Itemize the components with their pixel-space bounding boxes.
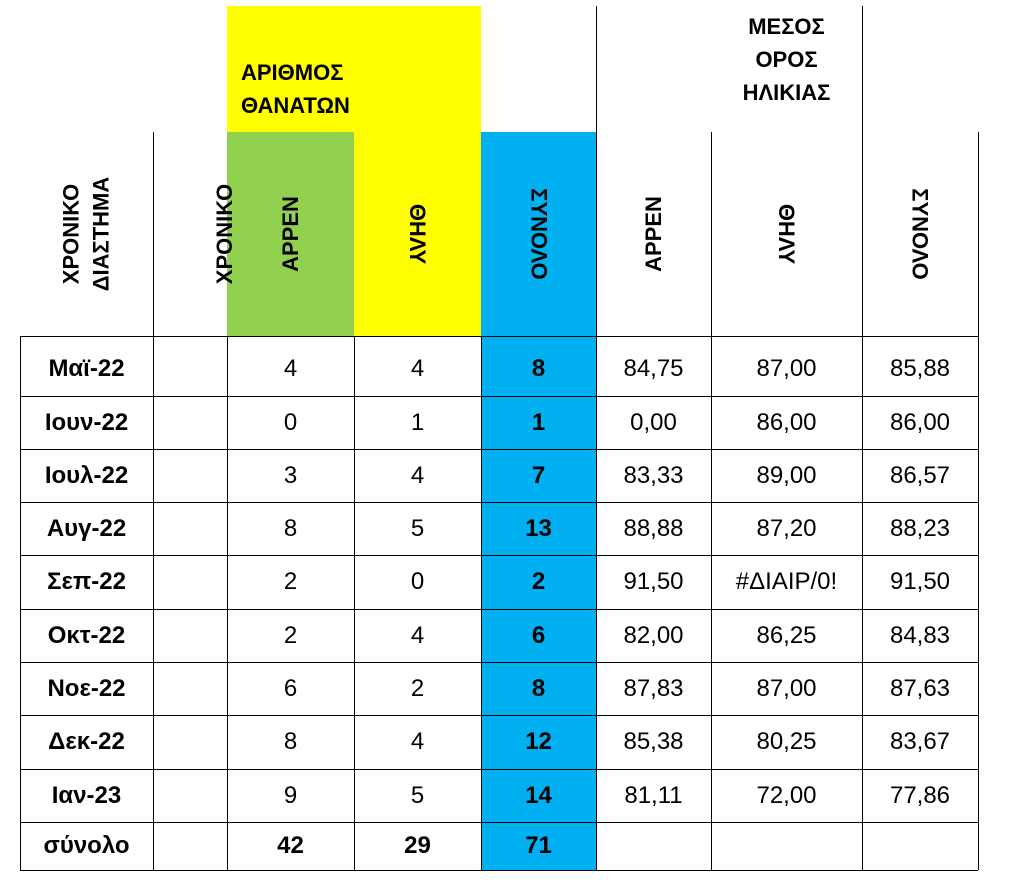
- female-deaths-label: ΘΗΛΥ: [405, 203, 431, 265]
- male-deaths-label: ΑΡΡΕΝ: [277, 196, 303, 272]
- total-age-label: ΣΥΝΟΛΟ: [907, 188, 933, 280]
- female-age-cell: 86,25: [756, 622, 817, 649]
- deaths-group-header: [241, 56, 350, 122]
- total-deaths-cell: 13: [525, 515, 552, 542]
- grid-line: [20, 870, 978, 871]
- male-deaths-cell: 9: [283, 782, 298, 809]
- female-deaths-cell: 5: [410, 515, 425, 542]
- period-header: [20, 132, 153, 336]
- total-deaths-cell: 8: [531, 355, 546, 382]
- total-deaths-cell: 12: [525, 728, 552, 755]
- period-cut-label: ΧΡΟΝΙΚΟ: [212, 183, 238, 285]
- deaths-group-line: ΘΑΝΑΤΩΝ: [241, 93, 350, 118]
- period-cell: Δεκ-22: [48, 728, 125, 755]
- total-age-cell: 86,00: [889, 409, 951, 436]
- male-age-cell: 0,00: [630, 409, 677, 436]
- total-age-cell: 84,83: [889, 622, 951, 649]
- period-header-line: ΧΡΟΝΙΚΟ: [58, 183, 84, 285]
- male-age-cell: 81,11: [624, 782, 683, 809]
- period-cell: Σεπ-22: [47, 568, 126, 595]
- total-deaths-cell: 7: [531, 462, 546, 489]
- female-deaths-cell: 4: [410, 355, 425, 382]
- total-age-cell: 86,57: [889, 462, 951, 489]
- male-age-cell: 85,38: [623, 728, 684, 755]
- period-cell: Ιουλ-22: [44, 462, 129, 489]
- female-age-cell: 87,00: [756, 355, 817, 382]
- total-deaths-header: [481, 132, 596, 336]
- total-deaths-cell: 2: [531, 568, 546, 595]
- female-age-cell: 87,20: [756, 515, 817, 542]
- male-deaths-cell: 2: [283, 568, 298, 595]
- total-age-cell: 87,63: [889, 675, 951, 702]
- male-deaths-cell: 0: [283, 409, 298, 436]
- female-age-cell: #ΔΙΑΙΡ/0!: [735, 568, 838, 595]
- male-age-cell: 82,00: [623, 622, 684, 649]
- male-deaths-cell: 3: [283, 462, 298, 489]
- mean-age-group-line: ΗΛΙΚΙΑΣ: [742, 80, 831, 105]
- female-deaths-cell: 4: [410, 462, 425, 489]
- female-deaths-total: 29: [404, 832, 431, 859]
- grid-line: [978, 132, 979, 870]
- male-age-header: [596, 132, 711, 336]
- female-age-header: [711, 132, 862, 336]
- female-deaths-cell: 2: [410, 675, 425, 702]
- female-deaths-cell: 4: [410, 622, 425, 649]
- female-deaths-cell: 0: [410, 568, 425, 595]
- male-age-cell: 83,33: [623, 462, 684, 489]
- female-age-cell: 72,00: [756, 782, 817, 809]
- total-age-cell: 88,23: [889, 515, 951, 542]
- period-cell: Οκτ-22: [47, 622, 126, 649]
- female-deaths-header: [354, 132, 481, 336]
- female-age-cell: 86,00: [756, 409, 817, 436]
- male-age-cell: 91,50: [623, 568, 684, 595]
- male-deaths-cell: 4: [283, 355, 298, 382]
- deaths-group-line: ΑΡΙΘΜΟΣ: [241, 60, 344, 85]
- male-deaths-cell: 6: [283, 675, 298, 702]
- male-deaths-cell: 2: [283, 622, 298, 649]
- female-deaths-cell: 5: [410, 782, 425, 809]
- female-age-cell: 87,00: [756, 675, 817, 702]
- male-deaths-cell: 8: [283, 728, 298, 755]
- mean-age-group-header: [711, 10, 862, 109]
- grid-line: [20, 336, 978, 337]
- total-deaths-cell: 8: [531, 675, 546, 702]
- total-age-cell: 77,86: [889, 782, 951, 809]
- mean-age-group-line: ΟΡΟΣ: [755, 47, 818, 72]
- period-cell: Νοε-22: [47, 675, 126, 702]
- total-age-cell: 85,88: [889, 355, 951, 382]
- all-deaths-total: 71: [525, 832, 552, 859]
- female-age-cell: 80,25: [756, 728, 817, 755]
- male-age-label: ΑΡΡΕΝ: [640, 196, 666, 272]
- period-cell: Αυγ-22: [46, 515, 127, 542]
- male-age-cell: 84,75: [623, 355, 684, 382]
- male-deaths-total: 42: [277, 832, 304, 859]
- total-deaths-label: ΣΥΝΟΛΟ: [526, 188, 552, 280]
- total-age-header: [862, 132, 978, 336]
- total-age-cell: 91,50: [889, 568, 951, 595]
- male-deaths-header: [227, 132, 354, 336]
- period-cell: Ιουν-22: [44, 409, 129, 436]
- male-age-cell: 87,83: [623, 675, 684, 702]
- total-deaths-cell: 14: [525, 782, 552, 809]
- period-cell: Ιαν-23: [51, 782, 122, 809]
- female-deaths-cell: 1: [410, 409, 425, 436]
- mean-age-group-line: ΜΕΣΟΣ: [748, 14, 825, 39]
- female-deaths-cell: 4: [410, 728, 425, 755]
- female-age-label: ΘΗΛΥ: [774, 203, 800, 265]
- total-deaths-cell: 1: [531, 409, 546, 436]
- period-header-line: ΔΙΑΣΤΗΜΑ: [88, 176, 114, 292]
- total-age-cell: 83,67: [889, 728, 951, 755]
- male-age-cell: 88,88: [623, 515, 684, 542]
- male-deaths-cell: 8: [283, 515, 298, 542]
- total-deaths-cell: 6: [531, 622, 546, 649]
- female-age-cell: 89,00: [756, 462, 817, 489]
- period-cut-header: [153, 132, 238, 336]
- totals-label: σύνολο: [43, 832, 130, 859]
- period-cell: Μαϊ-22: [48, 355, 125, 382]
